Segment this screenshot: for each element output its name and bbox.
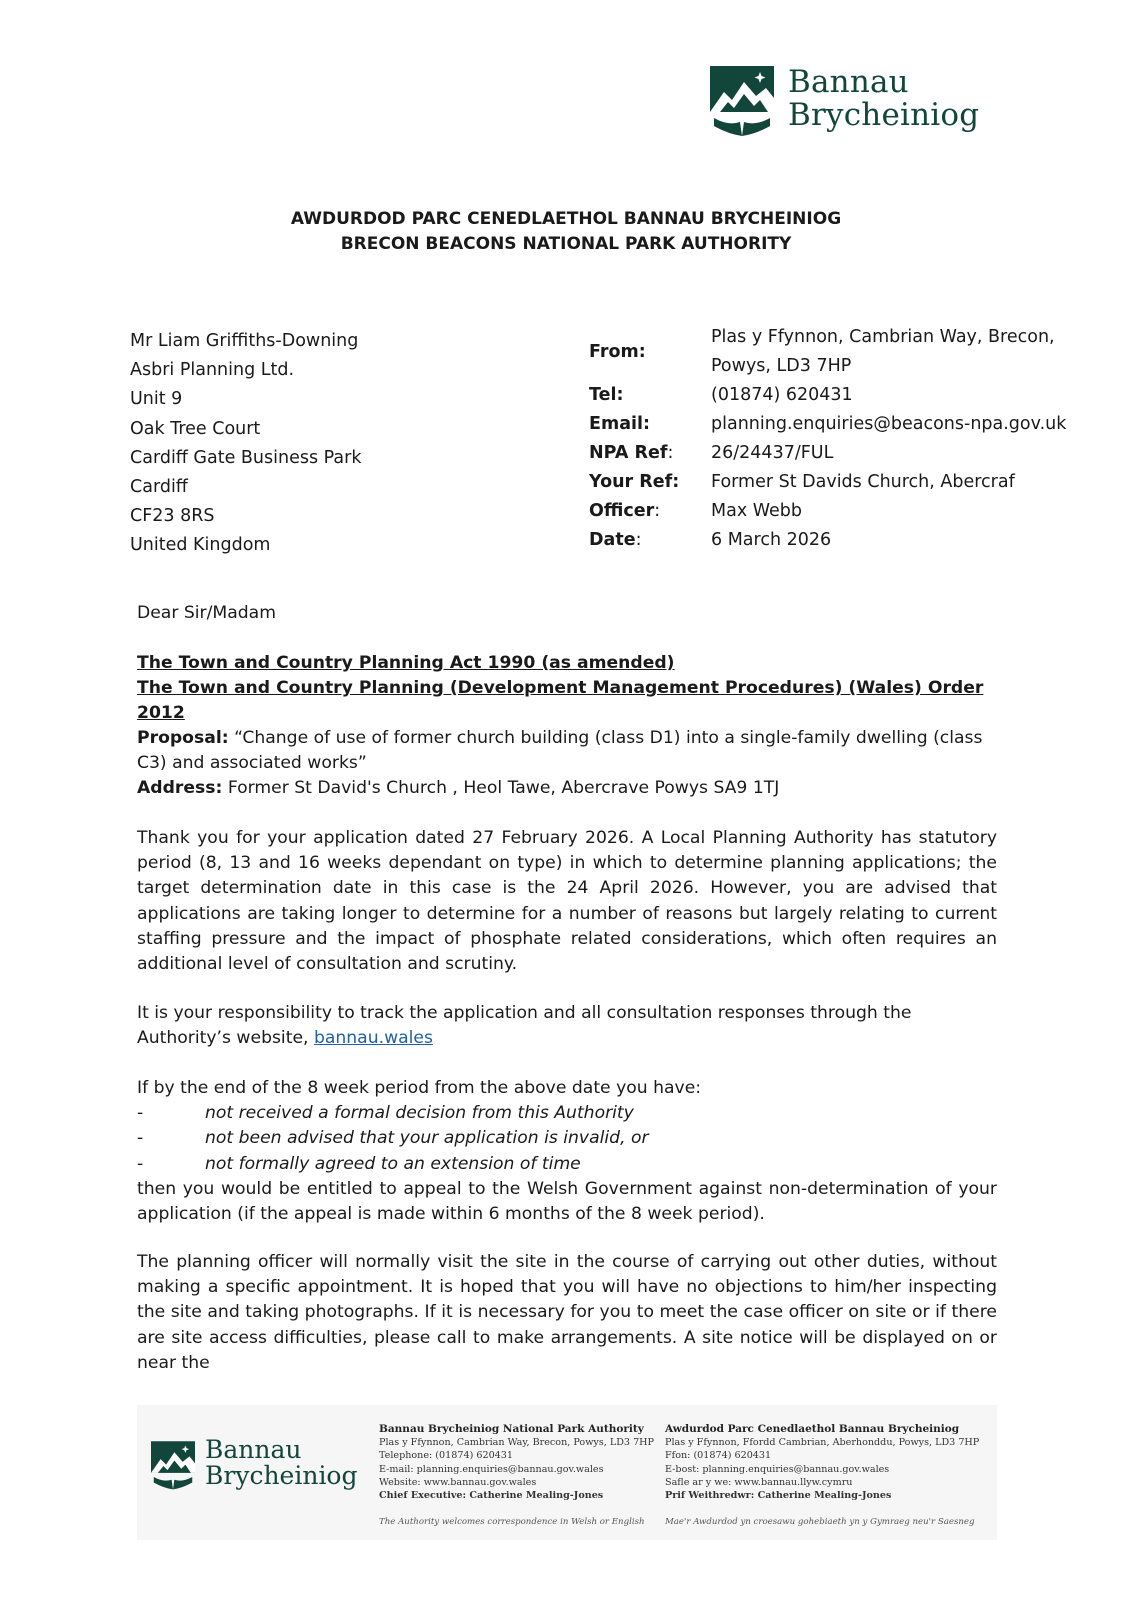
letterhead-footer [137,1405,997,1540]
officer-label: Officer: [589,501,661,521]
recipient-line: Mr Liam Griffiths-Downing [130,331,359,351]
npa-ref-label: NPA Ref: [589,443,674,463]
your-ref-value: Former St Davids Church, Abercraf [711,472,1015,492]
legislation-headings [137,651,997,727]
footer-en-chief: Chief Executive: Catherine Mealing-Jones [379,1490,604,1502]
heading-english: BRECON BEACONS NATIONAL PARK AUTHORITY [340,234,792,254]
paragraph-appeal [137,1076,997,1227]
footer-en-line: Telephone: (01874) 620431 [379,1450,513,1462]
date-value: 6 March 2026 [711,530,832,550]
mountain-logo-icon [710,66,774,138]
footer-en-title: Bannau Brycheiniog National Park Authority [379,1423,644,1435]
paragraph-site-visit: The planning officer will normally visit the site in the course of carrying out other duties, without making a specific appointment. It is hoped that you will have no objections to him/her inspecting the site and taking photographs. If it is necessary for you to meet the case officer on site or if there are site access difficulties, please call to make arrangements. A site notice will be displayed on or near the [137,1252,997,1373]
your-ref-label: Your Ref: [589,472,680,492]
mountain-logo-icon [151,1441,195,1491]
footer-cy-line: Plas y Ffynnon, Ffordd Cambrian, Aberhonddu, Powys, LD3 7HP [665,1437,980,1449]
footer-cy-line: Ffon: (01874) 620431 [665,1450,772,1462]
logo-line2: Brycheiniog [788,96,980,133]
tel-label: Tel: [589,385,624,405]
proposal-label: Proposal: [137,728,229,748]
recipient-line: Cardiff Gate Business Park [130,447,362,468]
recipient-line: CF23 8RS [130,506,215,527]
authority-heading [0,207,1132,257]
act-heading: The Town and Country Planning Act 1990 (as amended) [137,653,675,673]
footer-logo-line2: Brycheiniog [205,1461,358,1491]
tel-value: (01874) 620431 [711,385,853,405]
list-item: - not formally agreed to an extension of time [137,1153,581,1174]
email-label: Email: [589,414,650,434]
recipient-address [130,327,361,561]
paragraph-timing: Thank you for your application dated 27 February 2026. A Local Planning Authority has statutory period (8, 13 and 16 weeks dependant on type) in which to determine planning applications; the target determination date in this case is the 24 April 2026. However, you are advised that applications are taking longer to determine for a number of reasons but largely relating to current staffing pressure and the impact of phosphate related considerations, which often requires an additional level of consultation and scrutiny. [137,828,997,975]
footer-cy-line: E-bost: planning.enquiries@bannau.gov.wales [665,1463,890,1475]
salutation: Dear Sir/Madam [137,603,276,623]
order-heading: The Town and Country Planning (Development Management Procedures) (Wales) Order 2012 [137,678,984,724]
proposal-text [137,726,997,776]
footer-welsh-column [665,1423,979,1529]
footer-english-column [379,1423,654,1529]
npa-ref-value: 26/24437/FUL [711,443,834,463]
proposal-value: “Change of use of former church building (class D1) into a single-family dwelling (class C3) and associated works” [137,728,983,774]
from-line1: Plas y Ffynnon, Cambrian Way, Brecon, [711,327,1055,347]
footer-cy-chief: Prif Weithredwr: Catherine Mealing-Jones [665,1490,892,1502]
from-line2: Powys, LD3 7HP [711,356,852,376]
footer-cy-title: Awdurdod Parc Cenedlaethol Bannau Brycheiniog [665,1423,960,1435]
footer-cy-line: Safle ar y we: www.bannau.llyw.cymru [665,1476,853,1488]
footer-cy-note: Mae'r Awdurdod yn croesawu gohebiaeth yn y Gymraeg neu'r Saesneg [665,1517,975,1528]
heading-welsh: AWDURDOD PARC CENEDLAETHOL BANNAU BRYCHEINIOG [290,209,842,229]
header-logo [710,66,1000,142]
address-value: Former St David's Church , Heol Tawe, Abercrave Powys SA9 1TJ [227,778,780,799]
from-label: From: [589,342,646,362]
officer-value: Max Webb [711,501,803,521]
address-label: Address: [137,778,223,799]
recipient-line: Oak Tree Court [130,418,261,439]
footer-en-line: Plas y Ffynnon, Cambrian Way, Brecon, Powys, LD3 7HP [379,1437,654,1449]
recipient-line: Asbri Planning Ltd. [130,360,295,381]
footer-en-line: E-mail: planning.enquiries@bannau.gov.wales [379,1463,604,1475]
list-item: - not been advised that your application is invalid, or [137,1128,649,1149]
footer-en-note: The Authority welcomes correspondence in Welsh or English [379,1517,645,1528]
appeal-intro: If by the end of the 8 week period from the above date you have: [137,1078,702,1098]
list-item: - not received a formal decision from this Authority [137,1103,634,1124]
recipient-line: Unit 9 [130,389,183,410]
footer-logo-line1: Bannau [205,1435,302,1464]
appeal-text: then you would be entitled to appeal to the Welsh Government against non-determination of your application (if the appeal is made within 6 months of the 8 week period). [137,1178,997,1224]
recipient-line: United Kingdom [130,535,271,556]
footer-en-line: Website: www.bannau.gov.wales [379,1476,537,1488]
address-text [137,776,997,801]
logo-line1: Bannau [788,64,909,100]
email-value: planning.enquiries@beacons-npa.gov.uk [711,414,1067,434]
proposal-block [137,726,997,802]
recipient-line: Cardiff [130,477,188,498]
paragraph-tracking [137,1001,997,1051]
tracking-text: It is your responsibility to track the application and all consultation responses through the Authority’s website, [137,1003,912,1049]
website-link[interactable]: bannau.wales [313,1028,433,1049]
date-label: Date: [589,530,642,550]
